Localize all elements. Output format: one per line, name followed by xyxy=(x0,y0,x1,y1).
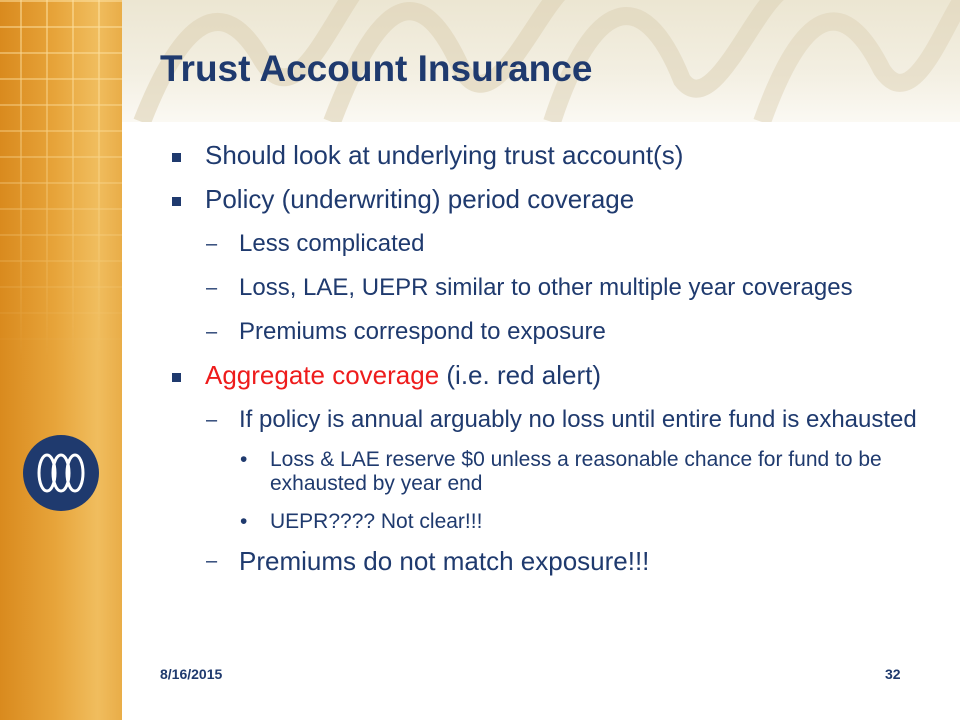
square-bullet-icon xyxy=(172,373,181,382)
page-number: 32 xyxy=(885,666,901,682)
dash-bullet-icon: – xyxy=(206,409,218,431)
left-decorative-band xyxy=(0,0,122,720)
bullet-text: UEPR???? Not clear!!! xyxy=(270,510,483,533)
bullet-level3 xyxy=(160,510,920,534)
dot-bullet-icon: • xyxy=(240,448,248,471)
bullet-level2 xyxy=(160,546,920,576)
bullet-text: Policy (underwriting) period coverage xyxy=(205,184,635,214)
bullet-text: Premiums do not match exposure!!! xyxy=(239,546,650,576)
bullet-text: If policy is annual arguably no loss until entire fund is exhausted xyxy=(239,406,917,433)
bullet-level2 xyxy=(160,318,920,346)
slide-title: Trust Account Insurance xyxy=(160,48,593,89)
dot-bullet-icon: • xyxy=(240,510,248,533)
dash-bullet-icon: – xyxy=(206,277,218,299)
highlighted-text: Aggregate coverage xyxy=(205,360,440,390)
bullet-level1 xyxy=(160,140,920,170)
bullet-level3 xyxy=(160,448,920,496)
bullet-level1 xyxy=(160,360,920,390)
footer-date: 8/16/2015 xyxy=(160,666,223,682)
dash-bullet-icon: – xyxy=(206,233,218,255)
company-logo-icon xyxy=(21,433,101,513)
bullet-text: Should look at underlying trust account(s) xyxy=(205,140,684,170)
bullet-text: Premiums correspond to exposure xyxy=(239,318,606,345)
dash-bullet-icon: – xyxy=(206,550,218,572)
bullet-text: (i.e. red alert) xyxy=(439,360,601,390)
bullet-level2 xyxy=(160,274,920,302)
dash-bullet-icon: – xyxy=(206,321,218,343)
bullet-text: Loss & LAE reserve $0 unless a reasonable chance for fund to be exhausted by year end xyxy=(270,448,882,495)
square-bullet-icon xyxy=(172,153,181,162)
square-bullet-icon xyxy=(172,197,181,206)
bullet-text: Less complicated xyxy=(239,230,425,257)
bullet-level1 xyxy=(160,184,920,214)
bullet-level2 xyxy=(160,406,920,434)
slide-body xyxy=(160,126,920,576)
grid-pattern xyxy=(0,0,122,360)
bullet-level2 xyxy=(160,230,920,258)
bullet-text: Loss, LAE, UEPR similar to other multiple year coverages xyxy=(239,274,853,301)
